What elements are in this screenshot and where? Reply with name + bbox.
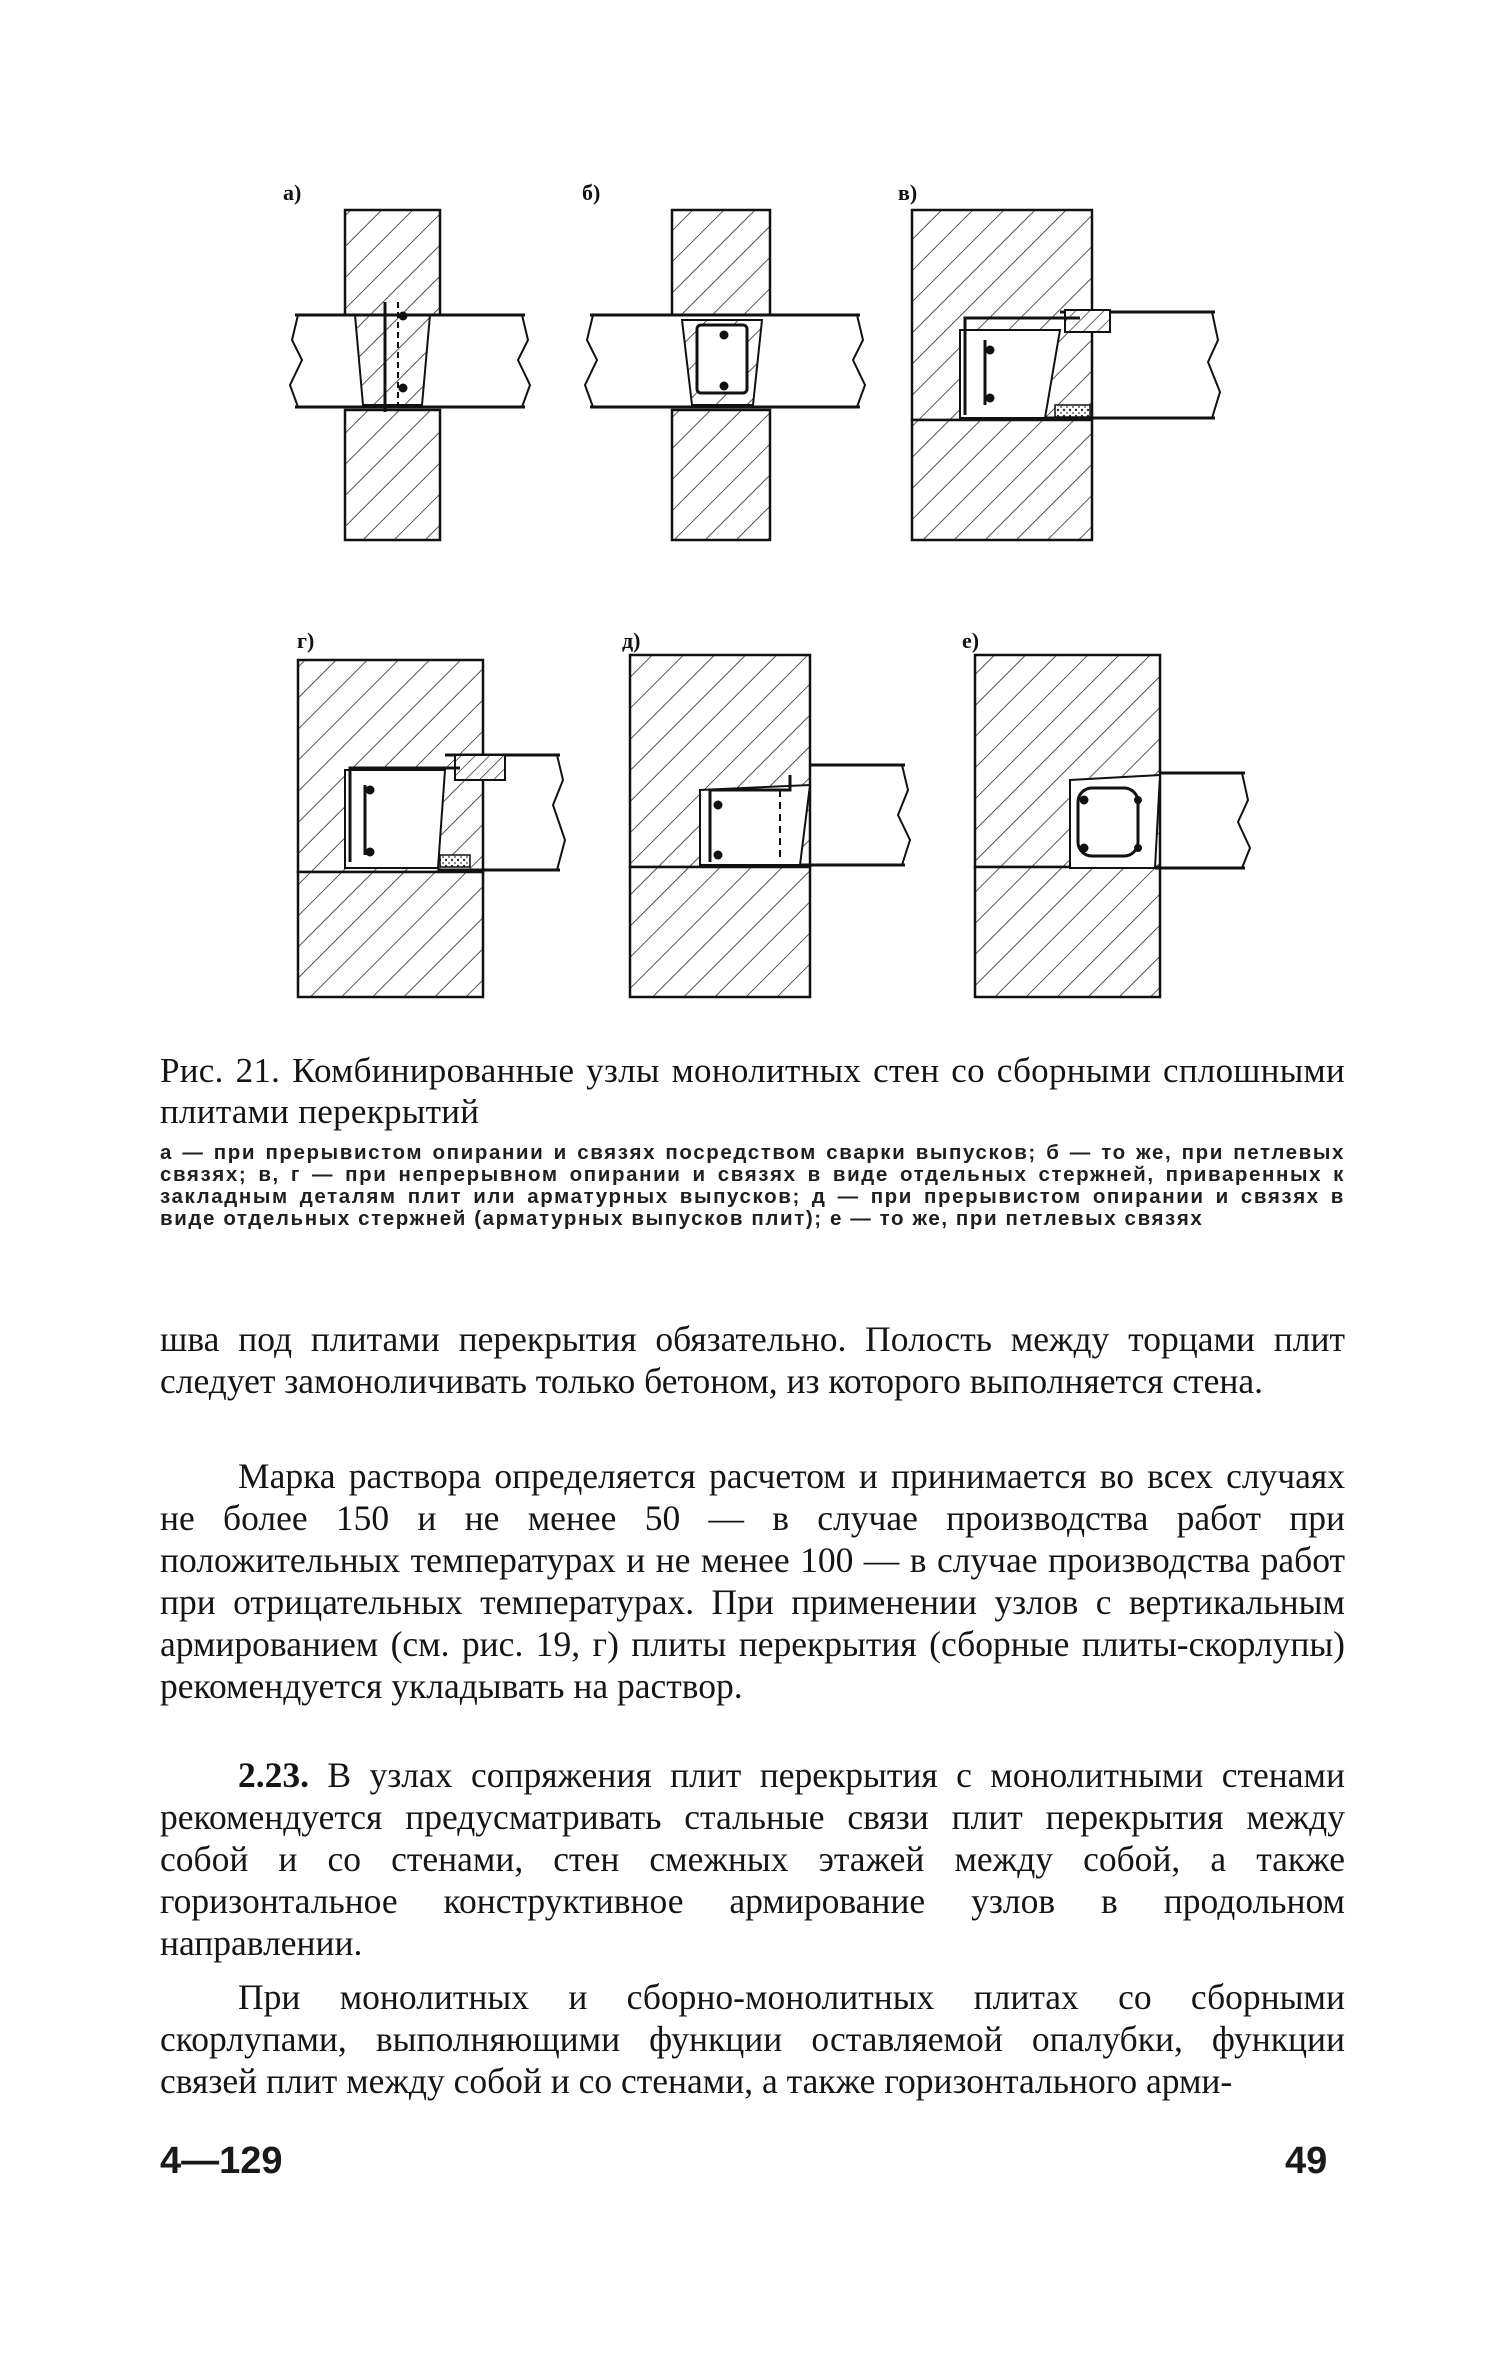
signature-mark: 4—129	[160, 2140, 283, 2182]
panel-label-g: г)	[297, 628, 315, 653]
panel-b-drawing	[585, 210, 865, 540]
panel-label-e: е)	[962, 628, 980, 653]
panel-e-drawing	[975, 655, 1250, 997]
figure-drawings	[0, 0, 1500, 1040]
panel-g-drawing	[298, 660, 565, 997]
paragraph-2: Марка раствора определяется расчетом и принимается во всех случаях не более 150 и не менее 50 — в случае производства работ при положительных температурах и не менее 100 — в случае производства работ при отрицательных температурах. При применении узлов с вертикальным армированием (см. рис. 19, г) плиты перекрытия (сборные плиты-скорлупы) рекомендуется укладывать на раствор.	[160, 1456, 1345, 1706]
figure-21	[0, 0, 1500, 1040]
panel-label-b: б)	[582, 180, 601, 205]
panel-d-drawing	[630, 655, 910, 997]
section-number: 2.23.	[238, 1755, 309, 1795]
figure-caption-legend: а — при прерывистом опирании и связях посредством сварки выпусков; б — то же, при петлевых связях; в, г — при непрерывном опирании и связях в виде отдельных стержней, приваренных к закладным деталям плит или арматурных выпусков; д — при прерывистом опирании и связях в виде отдельных стержней (арматурных выпусков плит); е — то же, при петлевых связях	[160, 1141, 1345, 1230]
panel-a-drawing	[290, 210, 530, 540]
panel-label-a: а)	[283, 180, 302, 205]
figure-caption-title: Рис. 21. Комбинированные узлы монолитных стен со сборными сплошными плитами перекрытий	[160, 1051, 1345, 1131]
page-number: 49	[1285, 2140, 1328, 2182]
paragraph-3-text: В узлах сопряжения плит перекрытия с монолитными стенами рекомендуется предусматривать стальные связи плит перекрытия между собой и со стенами, стен смежных этажей между собой, а также горизонтальное конструктивное армирование узлов в продольном направлении.	[160, 1755, 1345, 1963]
paragraph-4: При монолитных и сборно-монолитных плитах со сборными скорлупами, выполняющими функции оставляемой опалубки, функции связей плит между собой и со стенами, а также горизонтального арми-	[160, 1977, 1345, 2101]
paragraph-1: шва под плитами перекрытия обязательно. Полость между торцами плит следует замоноличивать только бетоном, из которого выполняется стена.	[160, 1319, 1345, 1401]
panel-label-v: в)	[898, 180, 918, 205]
panel-v-drawing	[912, 210, 1220, 540]
panel-label-d: д)	[622, 628, 641, 653]
paragraph-3	[160, 1754, 1345, 1964]
